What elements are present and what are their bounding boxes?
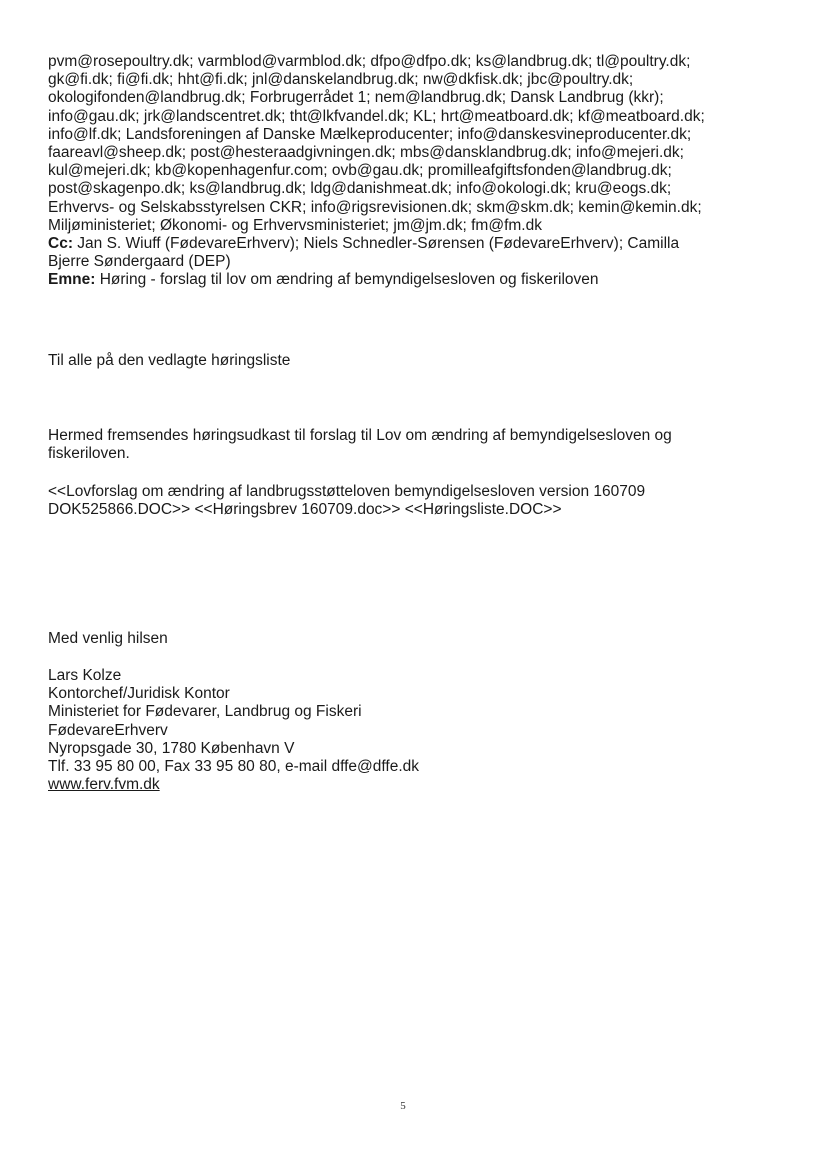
greeting [48, 352, 788, 370]
signature-ministry: Ministeriet for Fødevarer, Landbrug og Fiskeri [48, 703, 362, 721]
attachment-line: <<Lovforslag om ændring af landbrugsstøtteloven bemyndigelsesloven version 160709 [48, 483, 646, 500]
attachment-line: DOK525866.DOC>> <<Høringsbrev 160709.doc>> <<Høringsliste.DOC>> [48, 501, 562, 519]
recipient-line: faareavl@sheep.dk; post@hesteraadgivningen.dk; mbs@dansklandbrug.dk; info@mejeri.dk; [48, 144, 684, 162]
cc-label: Cc: [48, 235, 73, 253]
recipient-line: info@gau.dk; jrk@landscentret.dk; tht@lkfvandel.dk; KL; hrt@meatboard.dk; kf@meatboard.dk; [48, 107, 705, 125]
body-line: fiskeriloven. [48, 445, 130, 463]
subject-text: Høring - forslag til lov om ændring af bemyndigelsesloven og fiskeriloven [99, 271, 599, 289]
signature-block [48, 667, 788, 794]
signature-address: Nyropsgade 30, 1780 København V [48, 739, 295, 757]
website-link[interactable]: www.ferv.fvm.dk [48, 776, 160, 794]
attachments [48, 483, 788, 519]
signature-title: Kontorchef/Juridisk Kontor [48, 685, 230, 703]
cc-recipients-continued: Bjerre Søndergaard (DEP) [48, 253, 231, 271]
cc-line [48, 235, 788, 253]
closing-text: Med venlig hilsen [48, 630, 168, 647]
recipient-line: kul@mejeri.dk; kb@kopenhagenfur.com; ovb@gau.dk; promilleafgiftsfonden@landbrug.dk; [48, 162, 672, 180]
recipient-line: okologifonden@landbrug.dk; Forbrugerrådet 1; nem@landbrug.dk; Dansk Landbrug (kkr); [48, 89, 664, 107]
subject-label: Emne: [48, 271, 96, 289]
recipient-line: post@skagenpo.dk; ks@landbrug.dk; ldg@danishmeat.dk; info@okologi.dk; kru@eogs.dk; [48, 180, 672, 198]
recipient-line: pvm@rosepoultry.dk; varmblod@varmblod.dk; dfpo@dfpo.dk; ks@landbrug.dk; tl@poultry.dk; [48, 53, 691, 70]
subject-line [48, 271, 788, 289]
email-header [48, 53, 788, 290]
signature-agency: FødevareErhverv [48, 721, 168, 739]
body-line: Hermed fremsendes høringsudkast til forslag til Lov om ændring af bemyndigelsesloven og [48, 427, 672, 444]
signature-contact: Tlf. 33 95 80 00, Fax 33 95 80 80, e-mail dffe@dffe.dk [48, 758, 420, 776]
cc-recipients: Jan S. Wiuff (FødevareErhverv); Niels Schnedler-Sørensen (FødevareErhverv); Camilla [77, 235, 680, 253]
recipient-line: Miljøministeriet; Økonomi- og Erhvervsministeriet; jm@jm.dk; fm@fm.dk [48, 216, 542, 234]
recipient-line: Erhvervs- og Selskabsstyrelsen CKR; info@rigsrevisionen.dk; skm@skm.dk; kemin@kemin.dk; [48, 198, 702, 216]
body-paragraph [48, 427, 788, 463]
greeting-text: Til alle på den vedlagte høringsliste [48, 352, 291, 369]
recipient-line: gk@fi.dk; fi@fi.dk; hht@fi.dk; jnl@danskelandbrug.dk; nw@dkfisk.dk; jbc@poultry.dk; [48, 71, 634, 89]
recipient-line: info@lf.dk; Landsforeningen af Danske Mælkeproducenter; info@danskesvineproducenter.dk; [48, 125, 692, 143]
signature-name: Lars Kolze [48, 667, 122, 684]
closing [48, 630, 788, 648]
page-number: 5 [400, 1100, 406, 1112]
